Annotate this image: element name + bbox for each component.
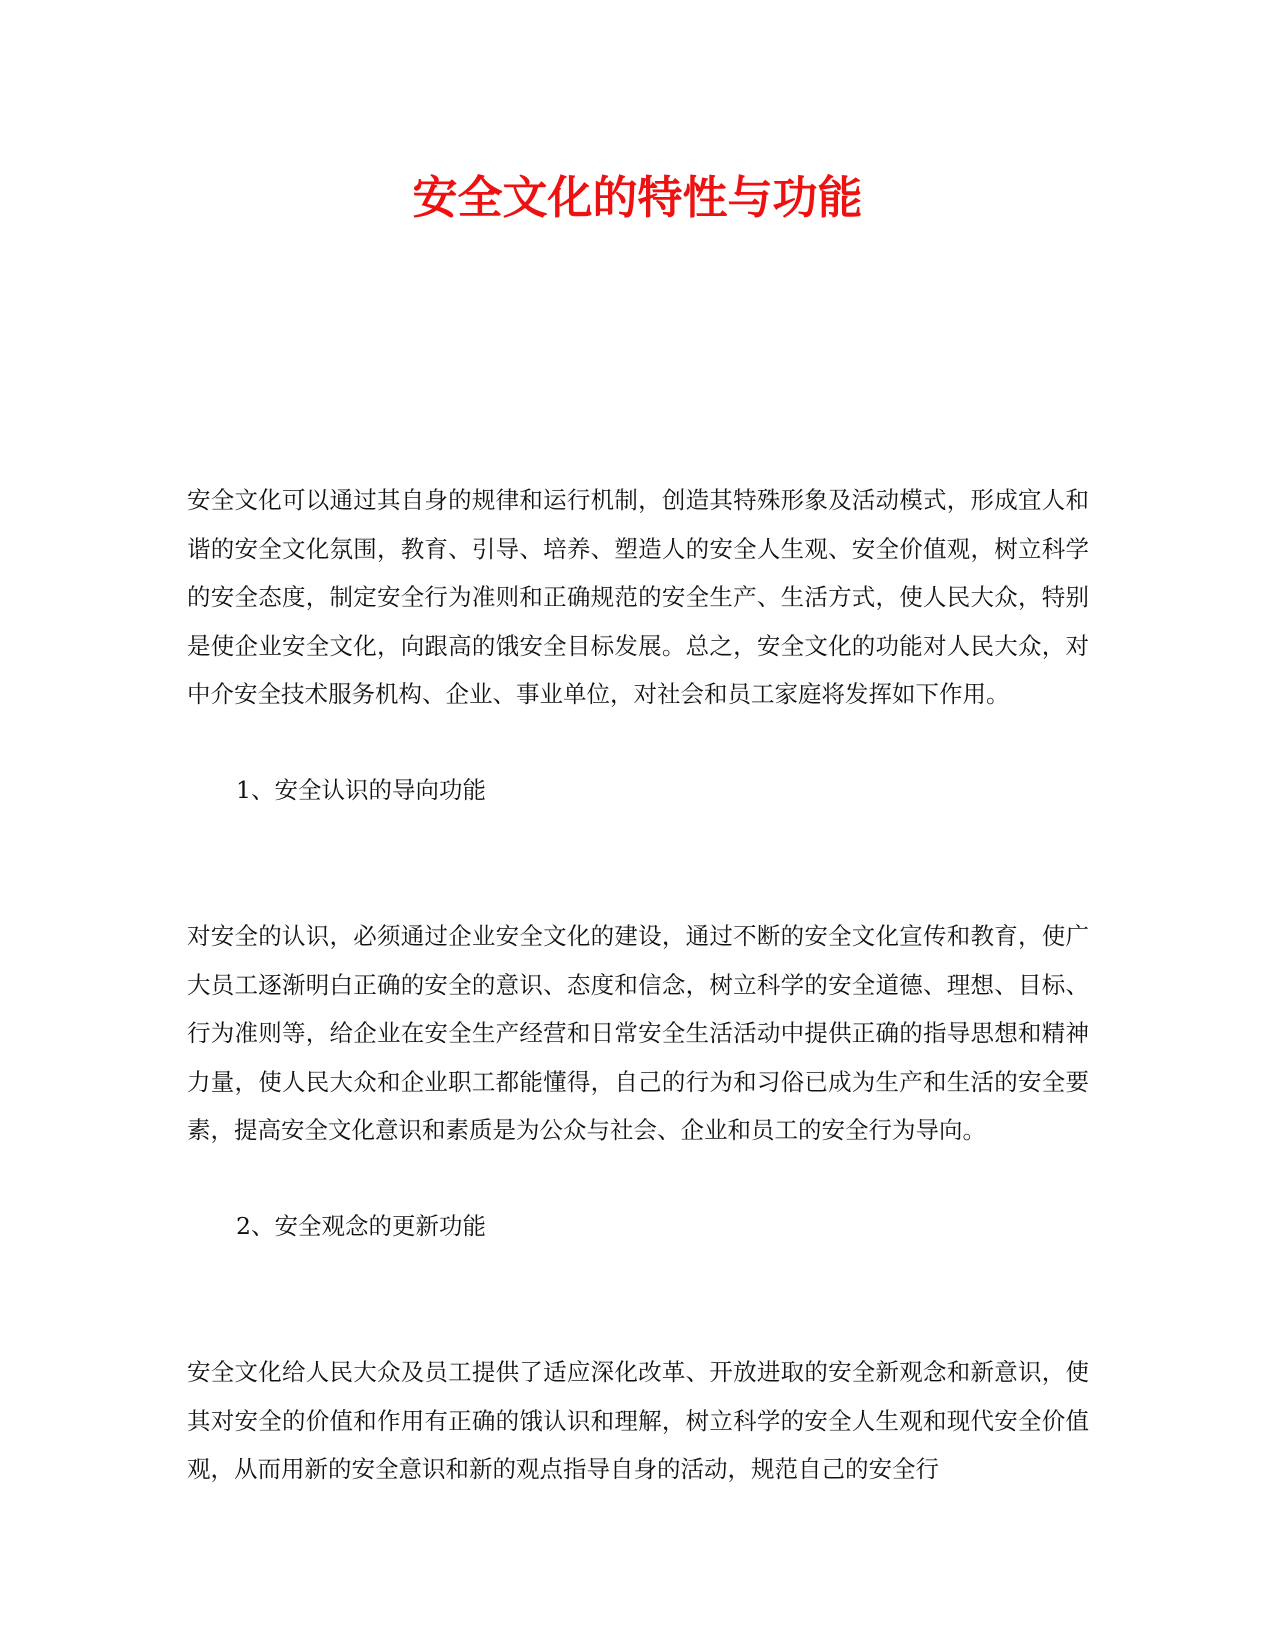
section-heading-1: 1、安全认识的导向功能 bbox=[236, 776, 486, 804]
body-paragraph-1: 安全文化可以通过其自身的规律和运行机制，创造其特殊形象及活动模式，形成宜人和谐的安全文化氛围，教育、引导、培养、塑造人的安全人生观、安全价值观，树立科学的安全态度，制定安全行为准则和正确规范的安全生产、生活方式，使人民大众，特别是使企业安全文化，向跟高的饿安全目标发展。总之，安全文化的功能对人民大众，对中介安全技术服务机构、企业、事业单位，对社会和员工家庭将发挥如下作用。 bbox=[187, 486, 1089, 708]
document-title: 安全文化的特性与功能 bbox=[412, 171, 863, 224]
body-paragraph-3: 安全文化给人民大众及员工提供了适应深化改革、开放进取的安全新观念和新意识，使其对安全的价值和作用有正确的饿认识和理解，树立科学的安全人生观和现代安全价值观，从而用新的安全意识和新的观点指导自身的活动，规范自己的安全行 bbox=[187, 1358, 1089, 1483]
body-paragraph-2: 对安全的认识，必须通过企业安全文化的建设，通过不断的安全文化宣传和教育，使广大员工逐渐明白正确的安全的意识、态度和信念，树立科学的安全道德、理想、目标、行为准则等，给企业在安全生产经营和日常安全生活活动中提供正确的指导思想和精神力量，使人民大众和企业职工都能懂得，自己的行为和习俗已成为生产和生活的安全要素，提高安全文化意识和素质是为公众与社会、企业和员工的安全行为导向。 bbox=[187, 922, 1089, 1144]
section-heading-2: 2、安全观念的更新功能 bbox=[236, 1212, 486, 1240]
